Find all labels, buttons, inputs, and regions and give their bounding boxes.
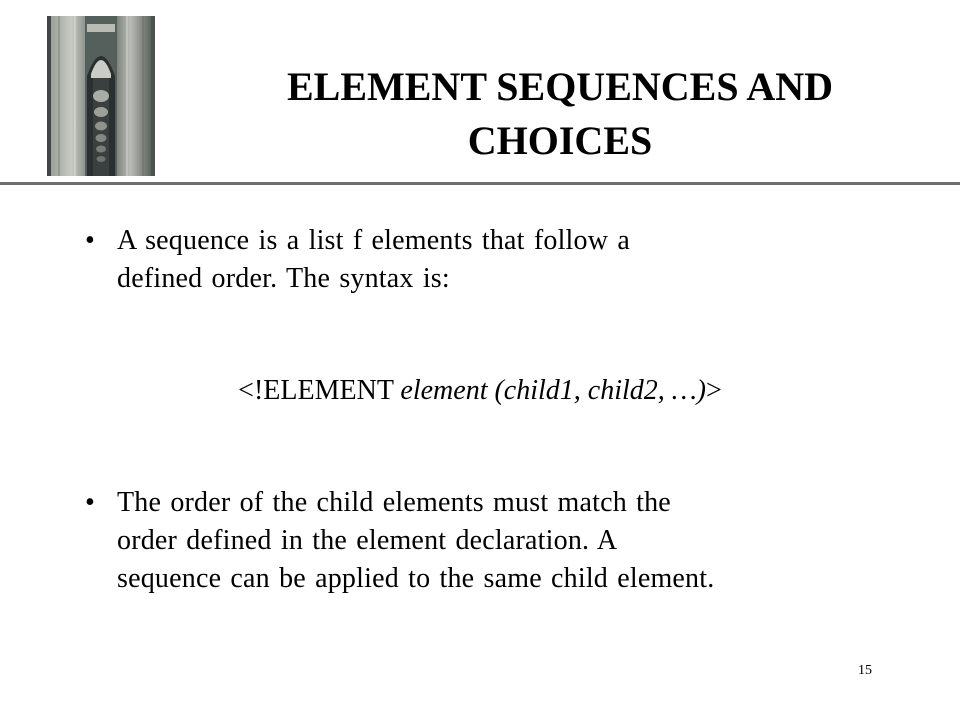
bridge-tower-photo-icon xyxy=(47,16,155,176)
syntax-example xyxy=(0,372,960,410)
bullet-line: The order of the child elements must match the xyxy=(117,487,671,518)
bullet-line: A sequence is a list f elements that follow a xyxy=(117,225,630,256)
syntax-prefix: <!ELEMENT xyxy=(238,375,401,406)
bullet-item-order-rule xyxy=(85,484,905,598)
bullet-item-sequence-definition xyxy=(85,222,905,298)
slide-title-line-1: ELEMENT SEQUENCES AND xyxy=(286,64,834,109)
bullet-line: defined order. The syntax is: xyxy=(117,263,450,294)
slide-title-line-2: CHOICES xyxy=(467,118,653,163)
bullet-text xyxy=(117,222,905,298)
syntax-italic: element (child1, child2, …) xyxy=(400,375,707,406)
bullet-marker: • xyxy=(85,225,95,256)
syntax-suffix: > xyxy=(706,375,722,406)
bullet-line: sequence can be applied to the same child element. xyxy=(117,563,715,594)
bullet-line: order defined in the element declaration. A xyxy=(117,525,618,556)
slide-title xyxy=(250,60,870,168)
bullet-text xyxy=(117,484,905,598)
bullet-marker: • xyxy=(85,487,95,518)
title-divider xyxy=(0,182,960,185)
page-number: 15 xyxy=(858,663,872,678)
